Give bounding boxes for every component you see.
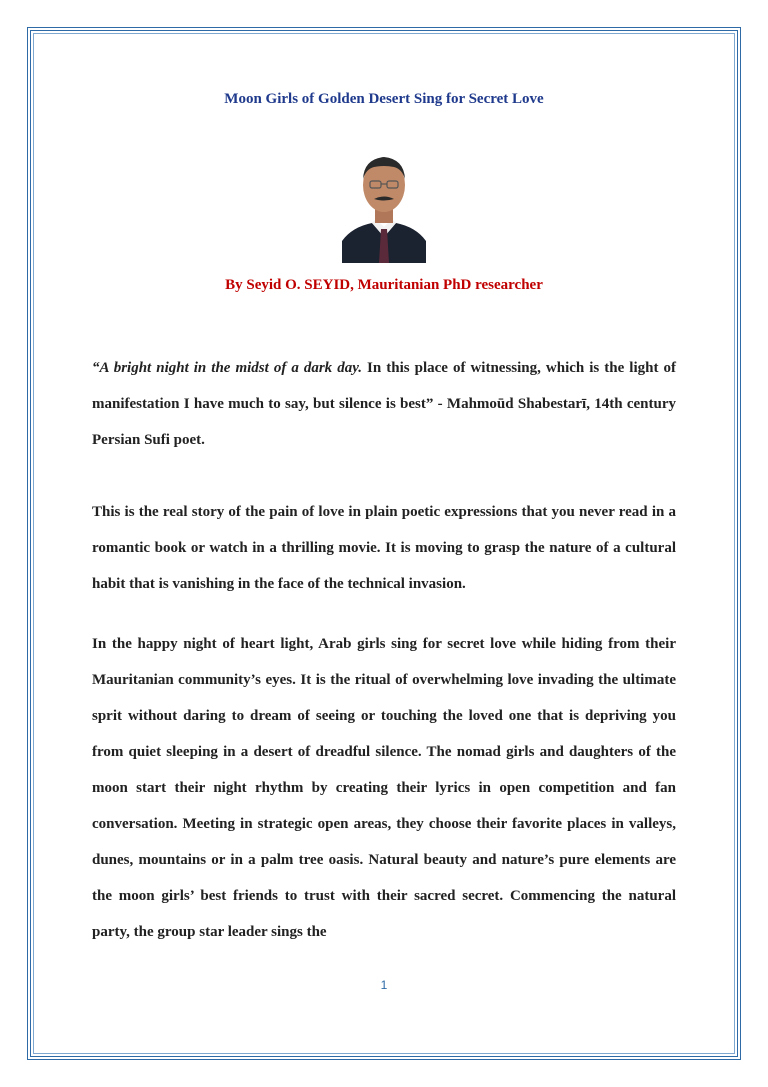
opening-quote: [92, 350, 676, 458]
quote-rest: In this place of witnessing, which is the light of manifestation I have much to say, but silence is best” - Mahmoūd Shabestarī, 14th century Persian Sufi poet.: [92, 360, 676, 448]
paragraph: This is the real story of the pain of love in plain poetic expressions that you never read in a romantic book or watch in a thrilling movie. It is moving to grasp the nature of a cultural habit that is vanishing in the face of the technical invasion.: [92, 504, 676, 592]
document-title: Moon Girls of Golden Desert Sing for Secret Love: [224, 91, 544, 107]
author-byline: By Seyid O. SEYID, Mauritanian PhD researcher: [225, 277, 543, 293]
quote-italic: “A bright night in the midst of a dark day.: [92, 360, 363, 376]
paragraph: In the happy night of heart light, Arab girls sing for secret love while hiding from their Mauritanian community’s eyes. It is the ritual of overwhelming love invading the ultimate sprit without daring to dream of seeing or touching the loved one that is depriving you from quiet sleeping in a desert of dreadful silence. The nomad girls and daughters of the moon start their night rhythm by creating their lyrics in open competition and fan conversation. Meeting in strategic open areas, they choose their favorite places in valleys, dunes, mountains or in a palm tree oasis. Natural beauty and nature’s pure elements are the moon girls’ best friends to trust with their sacred secret. Commencing the natural party, the group star leader sings the: [92, 636, 676, 940]
author-photo: [342, 137, 426, 263]
page-number: 1: [380, 978, 388, 992]
